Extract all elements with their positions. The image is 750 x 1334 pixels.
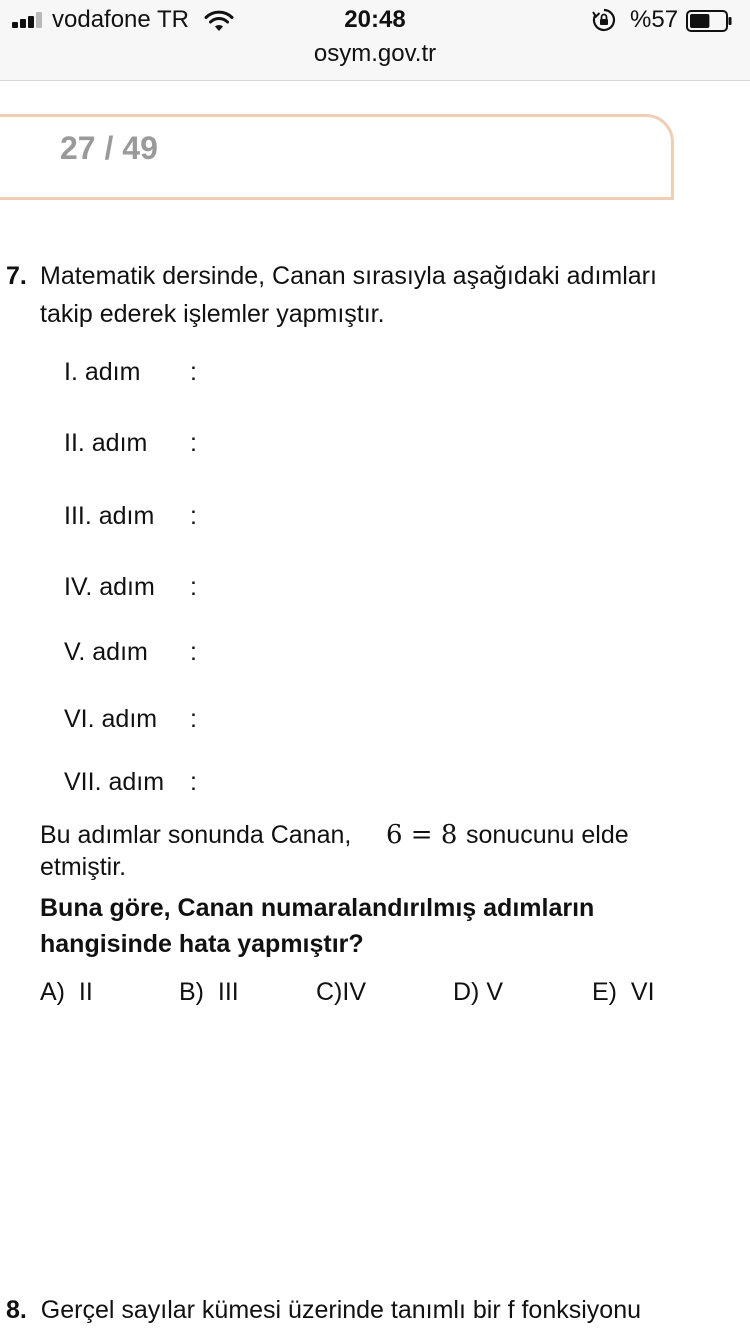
option-e[interactable] bbox=[592, 978, 655, 1007]
step-label: V. adım bbox=[64, 638, 148, 666]
result-prefix: Bu adımlar sonunda Canan, bbox=[40, 821, 352, 849]
browser-top-bar bbox=[0, 0, 750, 81]
option-c[interactable] bbox=[316, 978, 366, 1007]
option-text: VI bbox=[630, 978, 655, 1006]
battery-icon bbox=[686, 10, 732, 32]
option-letter: D) bbox=[453, 978, 480, 1006]
step-colon: : bbox=[190, 358, 197, 386]
page-counter: 27 / 49 bbox=[60, 130, 158, 166]
next-question-text: Gerçel sayılar kümesi üzerinde tanımlı bir f fonksiyonu bbox=[40, 1296, 642, 1324]
step-label: I. adım bbox=[64, 358, 141, 386]
step-colon: : bbox=[190, 638, 197, 666]
step-label: II. adım bbox=[64, 429, 148, 457]
rotation-lock-icon bbox=[592, 8, 616, 32]
question-text-line2: takip ederek işlemler yapmıştır. bbox=[40, 300, 385, 328]
result-equation: 6 = 8 bbox=[386, 820, 458, 850]
carrier-name: vodafone TR bbox=[52, 6, 189, 33]
step-colon: : bbox=[190, 573, 197, 601]
next-question bbox=[6, 1296, 641, 1325]
status-time: 20:48 bbox=[344, 6, 406, 33]
option-letter: B) bbox=[179, 978, 204, 1006]
url-bar[interactable]: osym.gov.tr bbox=[313, 40, 437, 67]
option-letter: A) bbox=[40, 978, 65, 1006]
step-label: III. adım bbox=[64, 502, 155, 530]
result-suffix: sonucunu elde bbox=[466, 821, 629, 849]
status-bar bbox=[0, 0, 750, 40]
step-colon: : bbox=[190, 429, 197, 457]
next-question-number: 8. bbox=[6, 1296, 27, 1324]
step-label: VI. adım bbox=[64, 705, 158, 733]
step-label: VII. adım bbox=[64, 768, 165, 796]
option-text: V bbox=[486, 978, 504, 1006]
result-line2: etmiştir. bbox=[40, 853, 127, 881]
battery-percent: %57 bbox=[630, 6, 679, 33]
question-prompt-line1: Buna göre, Canan numaralandırılmış adımların bbox=[40, 894, 595, 922]
option-text: IV bbox=[342, 978, 367, 1006]
step-colon: : bbox=[190, 768, 197, 796]
question-number: 7. bbox=[6, 262, 27, 290]
option-text: III bbox=[217, 978, 239, 1006]
option-b[interactable] bbox=[179, 978, 239, 1007]
question-text-line1: Matematik dersinde, Canan sırasıyla aşağıdaki adımları bbox=[40, 262, 657, 290]
option-text: II bbox=[78, 978, 93, 1006]
option-a[interactable] bbox=[40, 978, 93, 1007]
step-colon: : bbox=[190, 502, 197, 530]
option-letter: E) bbox=[592, 978, 617, 1006]
option-letter: C) bbox=[316, 978, 343, 1006]
option-d[interactable] bbox=[453, 978, 503, 1007]
question-prompt-line2: hangisinde hata yapmıştır? bbox=[40, 930, 364, 958]
step-label: IV. adım bbox=[64, 573, 155, 601]
step-colon: : bbox=[190, 705, 197, 733]
